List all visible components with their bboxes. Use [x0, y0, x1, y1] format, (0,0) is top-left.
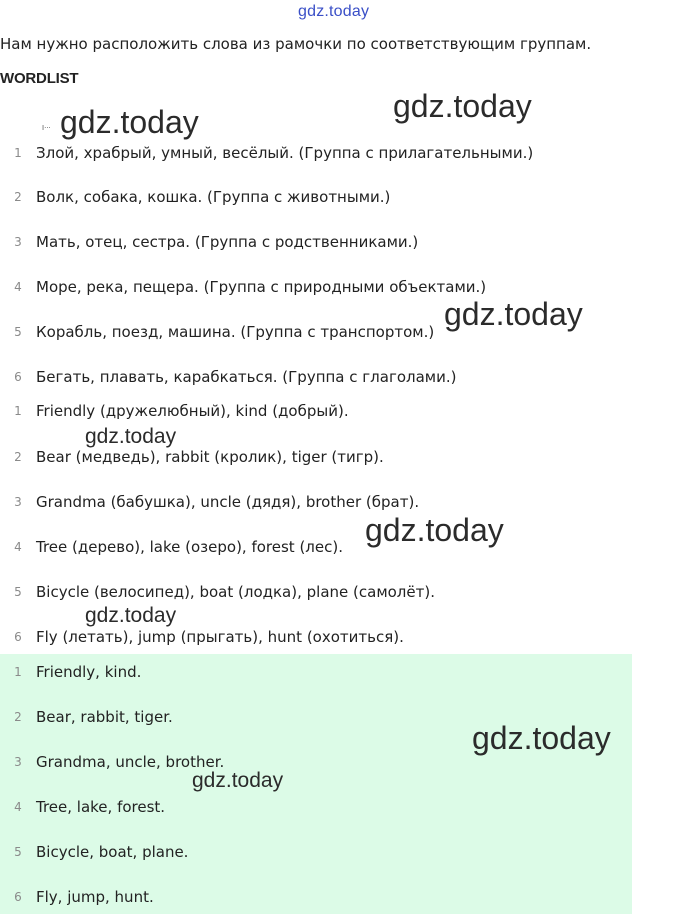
watermark: gdz.today: [472, 720, 611, 756]
list-item-text: Bicycle (велосипед), boat (лодка), plane (самолёт).: [36, 583, 435, 601]
list-item: [0, 442, 384, 472]
list-item: [0, 396, 349, 426]
intro-text: Нам нужно расположить слова из рамочки по соответствующим группам.: [0, 35, 592, 53]
answer-text: Bicycle, boat, plane.: [36, 843, 189, 861]
line-number: 2: [14, 190, 22, 204]
line-number: 1: [14, 404, 22, 418]
line-number: 2: [14, 450, 22, 464]
list-item-text: Корабль, поезд, машина. (Группа с транспортом.): [36, 323, 435, 341]
watermark: gdz.today: [393, 88, 532, 124]
line-number: 1: [14, 665, 22, 679]
small-scribble-text: І···: [42, 124, 51, 132]
line-number: 5: [14, 325, 22, 339]
line-number: 6: [14, 890, 22, 904]
answer-item: [0, 702, 173, 732]
answer-text: Fly, jump, hunt.: [36, 888, 154, 906]
wordlist-heading: WORDLIST: [0, 70, 79, 87]
line-number: 3: [14, 235, 22, 249]
line-number: 2: [14, 710, 22, 724]
line-number: 6: [14, 630, 22, 644]
list-item-text: Злой, храбрый, умный, весёлый. (Группа с прилагательными.): [36, 144, 534, 162]
list-item-text: Бегать, плавать, карабкаться. (Группа с глаголами.): [36, 368, 457, 386]
list-item-text: Grandma (бабушка), uncle (дядя), brother (брат).: [36, 493, 420, 511]
watermark: gdz.today: [365, 512, 504, 548]
answer-text: Friendly, kind.: [36, 663, 142, 681]
list-item: [0, 577, 435, 607]
answer-text: Grandma, uncle, brother.: [36, 753, 225, 771]
answer-item: [0, 747, 224, 777]
line-number: 5: [14, 585, 22, 599]
line-number: 4: [14, 280, 22, 294]
list-item-text: Море, река, пещера. (Группа с природными объектами.): [36, 278, 487, 296]
watermark: gdz.today: [60, 104, 199, 140]
watermark: gdz.today: [444, 296, 583, 332]
answer-highlight: [0, 654, 632, 914]
line-number: 6: [14, 370, 22, 384]
line-number: 1: [14, 146, 22, 160]
answer-item: [0, 657, 141, 687]
watermark: gdz.today: [85, 604, 177, 627]
list-item-text: Bear (медведь), rabbit (кролик), tiger (тигр).: [36, 448, 384, 466]
line-number: 4: [14, 540, 22, 554]
line-number: 3: [14, 755, 22, 769]
list-item: [0, 487, 419, 517]
top-watermark: gdz.today: [298, 3, 370, 20]
answer-text: Bear, rabbit, tiger.: [36, 708, 173, 726]
list-item-text: Tree (дерево), lake (озеро), forest (лес).: [36, 538, 343, 556]
list-item-text: Friendly (дружелюбный), kind (добрый).: [36, 402, 349, 420]
list-item-text: Мать, отец, сестра. (Группа с родственниками.): [36, 233, 419, 251]
answer-text: Tree, lake, forest.: [36, 798, 166, 816]
list-item-text: Fly (летать), jump (прыгать), hunt (охотиться).: [36, 628, 404, 646]
list-item: [0, 272, 486, 302]
list-item: [0, 532, 343, 562]
list-item: [0, 622, 404, 652]
list-item-text: Волк, собака, кошка. (Группа с животными.): [36, 188, 391, 206]
watermark: gdz.today: [85, 425, 177, 448]
watermark: gdz.today: [192, 769, 284, 792]
answer-item: [0, 882, 154, 912]
answer-item: [0, 837, 188, 867]
list-item: [0, 227, 418, 257]
list-item: [0, 138, 533, 168]
list-item: [0, 317, 434, 347]
list-item: [0, 362, 456, 392]
answer-item: [0, 792, 165, 822]
line-number: 4: [14, 800, 22, 814]
list-item: [0, 182, 390, 212]
line-number: 5: [14, 845, 22, 859]
line-number: 3: [14, 495, 22, 509]
